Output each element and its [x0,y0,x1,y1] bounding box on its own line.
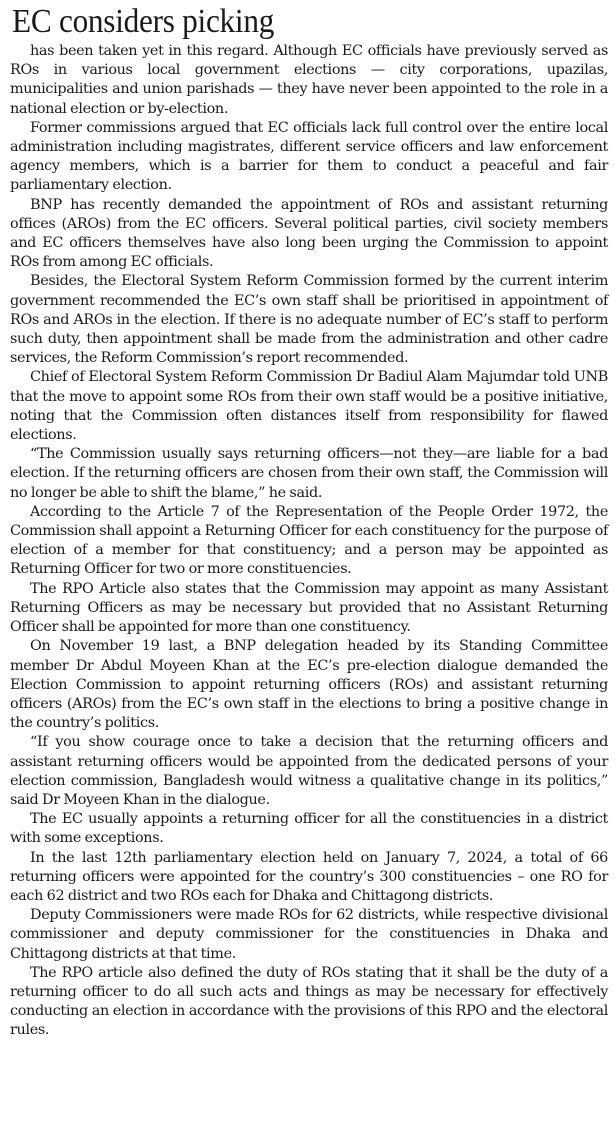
paragraph: “If you show courage once to take a decision that the returning officers and assistant returning officers would be appointed from the dedicated persons of your election commission, Bangladesh would witness a qualitative change in its politics,” said Dr Moyeen Khan in the dialogue. [10,734,608,808]
paragraph: According to the Article 7 of the Representation of the People Order 1972, the Commission shall appoint a Returning Officer for each constituency for the purpose of election of a member for that constituency; and a person may be appointed as Returning Officer for two or more constituencies. [10,503,608,578]
paragraph: “The Commission usually says returning officers—not they—are liable for a bad election. If the returning officers are chosen from their own staff, the Commission will no longer be able to shift the blame,” he said. [10,446,608,501]
paragraph: On November 19 last, a BNP delegation headed by its Standing Committee member Dr Abdul Moyeen Khan at the EC’s pre-election dialogue demanded the Election Commission to appoint returning officers (ROs) and assistant returning officers (AROs) from the EC’s own staff in the elections to bring a positive change in the country’s politics. [10,638,608,732]
paragraph: The EC usually appoints a returning officer for all the constituencies in a district with some exceptions. [10,811,608,847]
paragraph: Besides, the Electoral System Reform Commission formed by the current interim government recommended the EC’s own staff shall be prioritised in appointment of ROs and AROs in the election. If there is no adequate number of EC’s staff to perform such duty, then appointment shall be made from the administration and other cadre services, the Reform Commission’s report recommended. [10,273,608,367]
paragraph: BNP has recently demanded the appointment of ROs and assistant returning offices (AROs) from the EC officers. Several political parties, civil society members and EC officers themselves have also long been urging the Commission to appoint ROs from among EC officials. [10,196,608,271]
headline: EC considers picking [12,3,275,40]
paragraph: The RPO Article also states that the Commission may appoint as many Assistant Returning Officers as may be necessary but provided that no Assistant Returning Officer shall be appointed for more than one constituency. [10,580,608,636]
paragraph: In the last 12th parliamentary election held on January 7, 2024, a total of 66 returning officers were appointed for the country’s 300 constituencies – one RO for each 62 district and two ROs each for Dhaka and Chittagong districts. [10,849,608,904]
paragraph: Chief of Electoral System Reform Commission Dr Badiul Alam Majumdar told UNB that the move to appoint some ROs from their own staff would be a positive initiative, noting that the Commission often distances itself from responsibility for flawed elections. [10,369,608,444]
paragraph: Deputy Commissioners were made ROs for 62 districts, while respective divisional commissioner and deputy commissioner for the constituencies in Dhaka and Chittagong districts at that time. [10,907,608,962]
article-body [10,42,608,1041]
article [10,4,608,1041]
paragraph: has been taken yet in this regard. Although EC officials have previously served as ROs in various local government elections — city corporations, upazilas, municipalities and union parishads — they have never been appointed to the role in a national election or by-election. [10,43,608,117]
paragraph: The RPO article also defined the duty of ROs stating that it shall be the duty of a returning officer to do all such acts and things as may be necessary for effectively conducting an election in accordance with the provisions of this RPO and the electoral rules. [10,964,608,1039]
paragraph: Former commissions argued that EC officials lack full control over the entire local administration including magistrates, different service officers and law enforcement agency members, which is a barrier for them to conduct a peaceful and fair parliamentary election. [10,119,608,194]
